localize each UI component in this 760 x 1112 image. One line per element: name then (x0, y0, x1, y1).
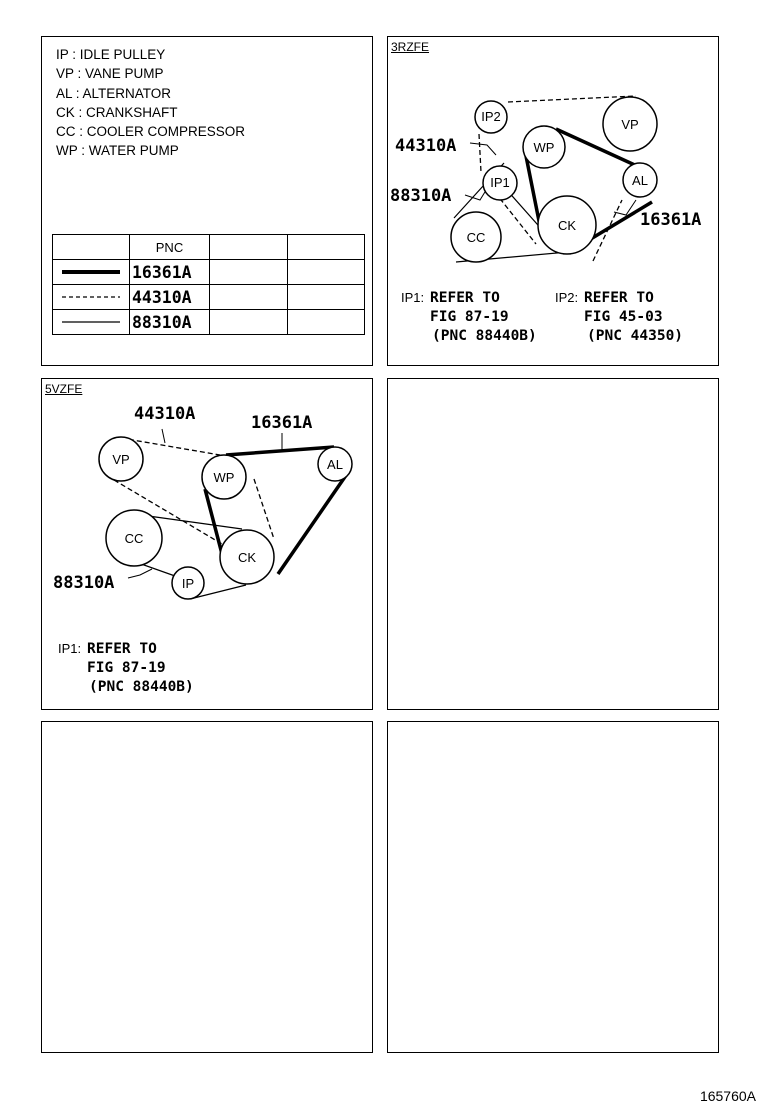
abbr-cc: CC : COOLER COMPRESSOR (56, 124, 246, 140)
pulley-label: IP (181, 576, 195, 591)
note-ip2-line3: (PNC 44350) (587, 328, 684, 344)
pnc-table-header (53, 235, 365, 260)
engine-tag: 5VZFE (45, 382, 83, 396)
pnc-value: 16361A (130, 260, 210, 285)
abbr-wp: WP : WATER PUMP (56, 143, 179, 159)
belt-diagram-3rzfe (388, 37, 718, 365)
abbreviation-list (56, 45, 245, 161)
table-row (53, 310, 365, 335)
pnc-label-16361a: 16361A (251, 413, 313, 433)
pnc-label-16361a: 16361A (640, 210, 702, 230)
pulley-label: WP (533, 140, 555, 155)
note-ip1-line1: REFER TO (430, 290, 500, 306)
diagram-3rzfe-panel (387, 36, 719, 366)
legend-panel (41, 36, 373, 366)
pnc-value: 88310A (130, 310, 210, 335)
pulley-label: CC (466, 230, 486, 245)
pnc-label-44310a: 44310A (395, 136, 457, 156)
pulley-label: AL (327, 457, 343, 472)
pulley-label: CK (237, 550, 257, 565)
note-ip2-line1: REFER TO (584, 290, 654, 306)
note-ip1-line3: (PNC 88440B) (432, 328, 537, 344)
abbr-al: AL : ALTERNATOR (56, 85, 172, 101)
pulley-label: IP1 (490, 175, 510, 190)
figure-id: 165760A (699, 1088, 756, 1104)
engine-tag: 3RZFE (391, 40, 430, 54)
pulley-label: IP2 (481, 109, 501, 124)
pnc-table (52, 234, 365, 335)
thin-solid-line-sample (62, 318, 120, 326)
table-row (53, 285, 365, 310)
abbr-ip: IP : IDLE PULLEY (56, 47, 166, 62)
note-ip2-line2: FIG 45-03 (584, 309, 663, 325)
empty-panel (41, 721, 373, 1053)
note-ip1-line2: FIG 87-19 (87, 660, 166, 676)
pnc-header: PNC (130, 235, 210, 260)
pnc-label-88310a: 88310A (53, 573, 115, 593)
table-row (53, 260, 365, 285)
empty-panel (387, 378, 719, 710)
thick-solid-line-sample (62, 268, 120, 276)
diagram-5vzfe-panel (41, 378, 373, 710)
dashed-line-sample (62, 293, 120, 301)
pulley-label: VP (112, 452, 130, 467)
belt-diagram-5vzfe (42, 379, 372, 709)
pulley-label: AL (632, 173, 648, 188)
note-ip1-line2: FIG 87-19 (430, 309, 509, 325)
pulley-label: VP (621, 117, 639, 132)
pulley-label: CC (124, 531, 144, 546)
pnc-label-44310a: 44310A (134, 404, 196, 424)
note-ip1-ref: IP1: (58, 641, 82, 656)
note-ip1-line1: REFER TO (87, 641, 157, 657)
pulley-label: WP (213, 470, 235, 485)
abbr-vp: VP : VANE PUMP (56, 66, 164, 82)
empty-panel (387, 721, 719, 1053)
note-ip1-ref: IP1: (401, 290, 425, 305)
abbr-ck: CK : CRANKSHAFT (56, 104, 178, 120)
note-ip1-line3: (PNC 88440B) (89, 679, 194, 695)
pnc-label-88310a: 88310A (390, 186, 452, 206)
pulley-label: CK (557, 218, 577, 233)
note-ip2-ref: IP2: (555, 290, 579, 305)
pnc-value: 44310A (130, 285, 210, 310)
